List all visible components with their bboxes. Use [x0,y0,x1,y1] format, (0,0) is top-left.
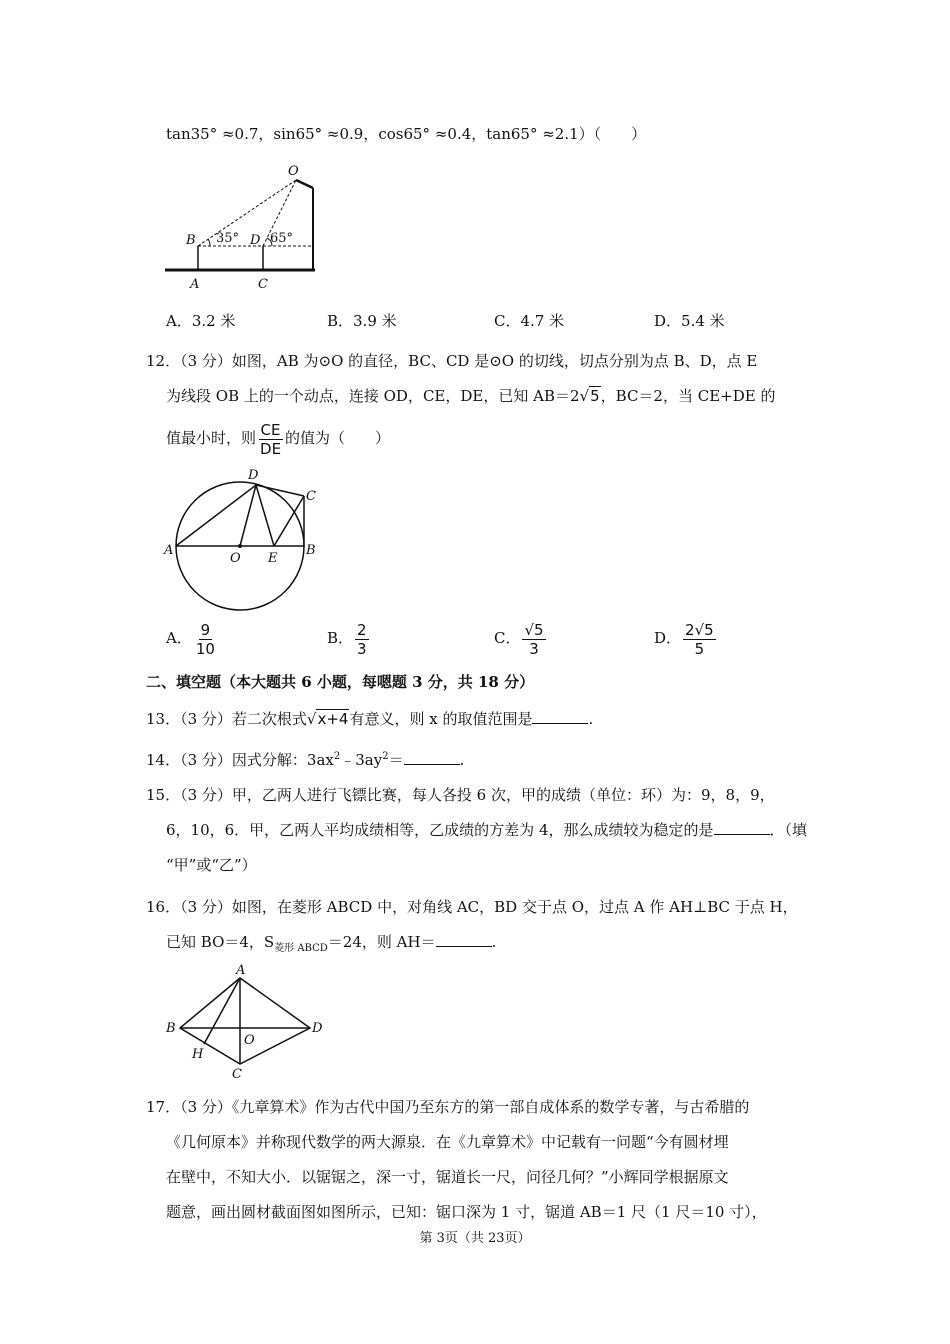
q16-label-h: H [192,1047,204,1062]
q16-label-d: D [312,1021,323,1036]
q12-fraction: $\frac{CE}{DE}$ [260,420,282,458]
q13-line: 13．（3 分）若二次根式√x+4有意义，则 x 的取值范围是 . [146,710,594,728]
q15-line-2: 6，10，6．甲，乙两人平均成绩相等，乙成绩的方差为 4，那么成绩较为稳定的是 ．（填 [166,821,808,839]
q12-option-d: D． $\frac{2√5}{5}$ [654,620,714,658]
q11-trig-line: tan35° ≈0.7，sin65° ≈0.9，cos65° ≈0.4，tan65° ≈2.1）（ ） [166,125,647,143]
q11-angle-65: 65° [270,231,294,246]
q12-label-b: B [306,543,316,558]
q12-label-o: O [230,551,241,566]
q11-option-a: A．3.2 米 [166,312,236,330]
q16-answer-blank[interactable] [436,932,492,947]
q12-option-b: B． $\frac{2}{3}$ [327,620,367,658]
q11-angle-35: 35° [216,231,240,246]
page-footer: 第 3页（共 23页） [419,1231,531,1246]
q16-figure [160,962,330,1082]
q12-line-3: 值最小时，则 $\frac{CE}{DE}$ 的值为（ ） [166,420,391,458]
q11-option-b: B．3.9 米 [327,312,397,330]
q11-option-d: D．5.4 米 [654,312,725,330]
q12-line-1: 12．（3 分）如图，AB 为⊙O 的直径，BC、CD 是⊙O 的切线，切点分别为点 B、D，点 E [146,352,758,370]
q13-answer-blank[interactable] [532,709,588,724]
q16-label-b: B [166,1021,176,1036]
q11-label-c: C [258,277,268,292]
q11-figure [160,158,325,293]
q14-answer-blank[interactable] [404,750,460,765]
q17-line-4: 题意，画出圆材截面图如图所示，已知：锯口深为 1 寸，锯道 AB＝1 尺（1 尺＝10 寸）， [166,1203,767,1221]
q17-line-3: 在壁中，不知大小．以锯锯之，深一寸，锯道长一尺，问径几何？”小辉同学根据原文 [166,1168,729,1186]
q11-label-b: B [186,233,196,248]
q12-option-a: A． $\frac{9}{10}$ [166,620,215,658]
q11-label-d: D [250,233,261,248]
q16-label-c: C [232,1067,242,1082]
q11-option-c: C．4.7 米 [494,312,565,330]
q12-label-a: A [164,543,174,558]
q11-label-a: A [190,277,200,292]
section-2-title: 二、填空题（本大题共 6 小题，每嗯题 3 分，共 18 分） [146,673,535,691]
q16-line-2: 已知 BO＝4，$S_{菱形 ABCD}=24$，则 AH＝ . [166,933,497,954]
q15-line-1: 15．（3 分）甲，乙两人进行飞镖比赛，每人各投 6 次，甲的成绩（单位：环）为：9，8，9， [146,786,775,804]
q15-line-3: “甲”或“乙”） [166,856,257,874]
q16-label-o: O [244,1033,255,1048]
q12-option-c: C． $\frac{√5}{3}$ [494,620,544,658]
q12-label-c: C [306,489,316,504]
q12-label-d: D [248,468,259,483]
q15-answer-blank[interactable] [714,820,770,835]
q17-line-1: 17．（3 分）《九章算术》作为古代中国乃至东方的第一部自成体系的数学专著，与古希腊的 [146,1098,750,1116]
q14-line: 14．（3 分）因式分解：$3ax^2﹣3ay^2=$ . [146,751,465,769]
q12-label-e: E [268,551,278,566]
q16-line-1: 16．（3 分）如图，在菱形 ABCD 中，对角线 AC，BD 交于点 O，过点 A 作 AH⊥BC 于点 H， [146,898,798,916]
q12-line-2: 为线段 OB 上的一个动点，连接 OD，CE，DE，已知 AB＝2√5，BC＝2，当 CE+DE 的 [166,387,776,405]
q16-label-a: A [236,963,246,978]
q17-line-2: 《几何原本》并称现代数学的两大源泉．在《九章算术》中记载有一问题“今有圆材埋 [166,1133,729,1151]
q11-label-o: O [288,164,299,179]
q12-figure [160,466,330,611]
